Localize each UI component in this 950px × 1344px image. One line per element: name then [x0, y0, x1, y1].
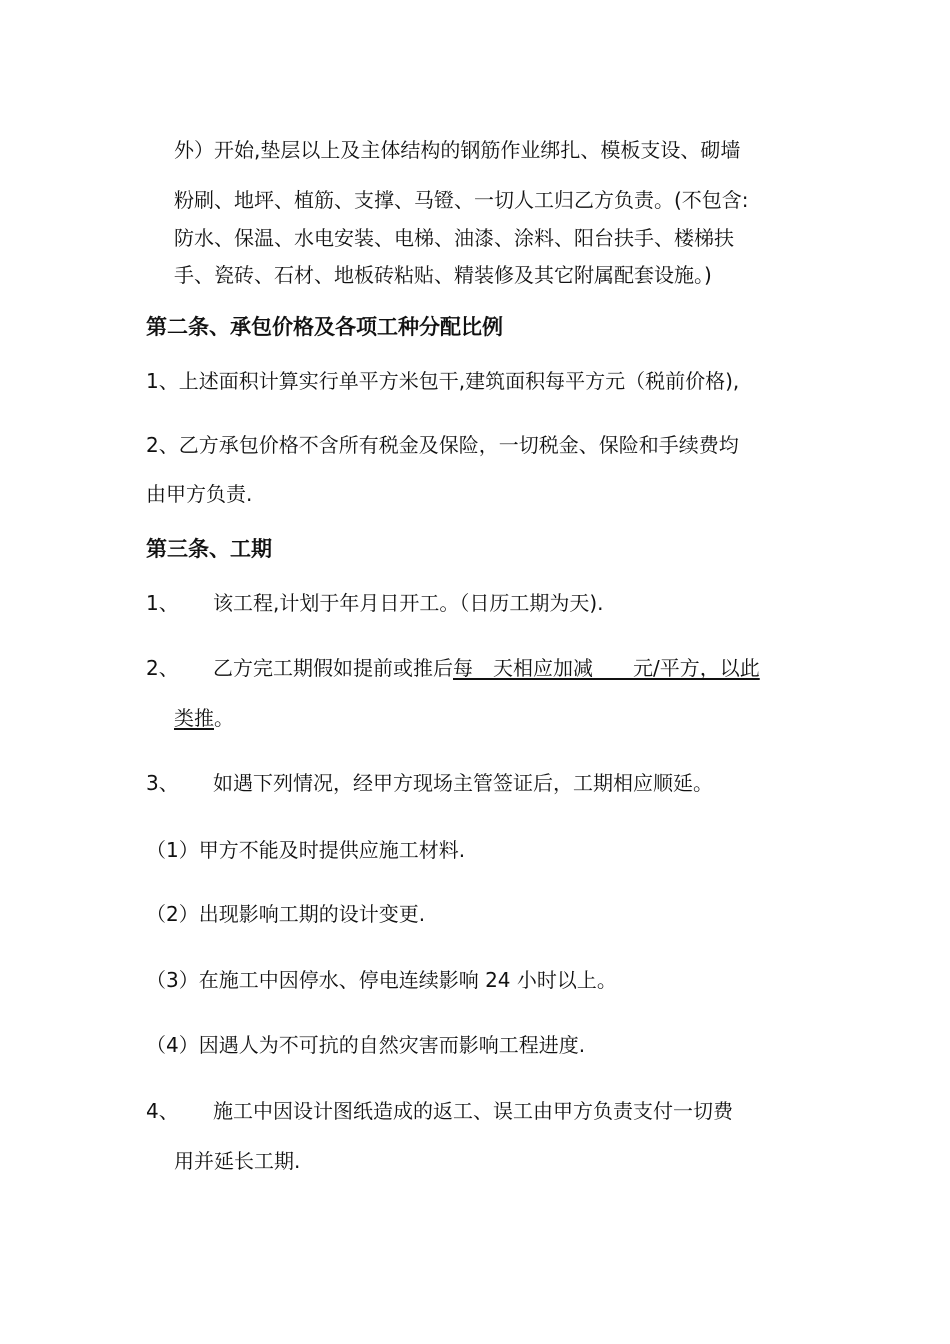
article-2-item-2-line-2: 由甲方负责.	[146, 482, 253, 506]
article-3-item-4-text: 施工中因设计图纸造成的返工、误工由甲方负责支付一切费	[213, 1099, 733, 1123]
article-2-item-2-line-1: 2、乙方承包价格不含所有税金及保险，一切税金、保险和手续费均	[146, 433, 739, 457]
item-2-cont-tail: 。	[214, 706, 234, 730]
article-3-item-3-text: 如遇下列情况，经甲方现场主管签证后，工期相应顺延。	[213, 771, 713, 795]
para1-line-1: 外）开始,垫层以上及主体结构的钢筋作业绑扎、模板支设、砌墙	[174, 138, 741, 162]
article-3-sub-item-1: （1）甲方不能及时提供应施工材料.	[146, 838, 466, 862]
item-2-plain-text: 乙方完工期假如提前或推后	[213, 656, 453, 680]
article-3-item-2-text	[213, 656, 760, 680]
article-3-item-1-number: 1、	[146, 591, 179, 615]
article-3-heading: 第三条、工期	[146, 537, 272, 561]
item-2-underlined-text: 每 天相应加减 元/平方，以此	[453, 656, 760, 680]
para1-line-2: 粉刷、地坪、植筋、支撑、马镫、一切人工归乙方负责。(不包含:	[174, 188, 749, 212]
article-3-item-4-number: 4、	[146, 1099, 179, 1123]
article-3-item-2-continuation	[174, 706, 234, 730]
article-3-sub-item-2: （2）出现影响工期的设计变更.	[146, 902, 426, 926]
article-3-item-4-continuation: 用并延长工期.	[174, 1149, 301, 1173]
article-3-sub-item-3: （3）在施工中因停水、停电连续影响 24 小时以上。	[146, 968, 617, 992]
para1-line-4: 手、瓷砖、石材、地板砖粘贴、精装修及其它附属配套设施。)	[174, 263, 712, 287]
article-3-item-3-number: 3、	[146, 771, 179, 795]
para1-line-3: 防水、保温、水电安装、电梯、油漆、涂料、阳台扶手、楼梯扶	[174, 226, 734, 250]
article-2-heading: 第二条、承包价格及各项工种分配比例	[146, 315, 503, 339]
item-2-cont-underlined: 类推	[174, 706, 214, 730]
article-3-item-2-number: 2、	[146, 656, 179, 680]
article-2-item-1: 1、上述面积计算实行单平方米包干,建筑面积每平方元（税前价格),	[146, 369, 740, 393]
article-3-item-1-text: 该工程,计划于年月日开工。（日历工期为天).	[213, 591, 604, 615]
article-3-sub-item-4: （4）因遇人为不可抗的自然灾害而影响工程进度.	[146, 1033, 586, 1057]
